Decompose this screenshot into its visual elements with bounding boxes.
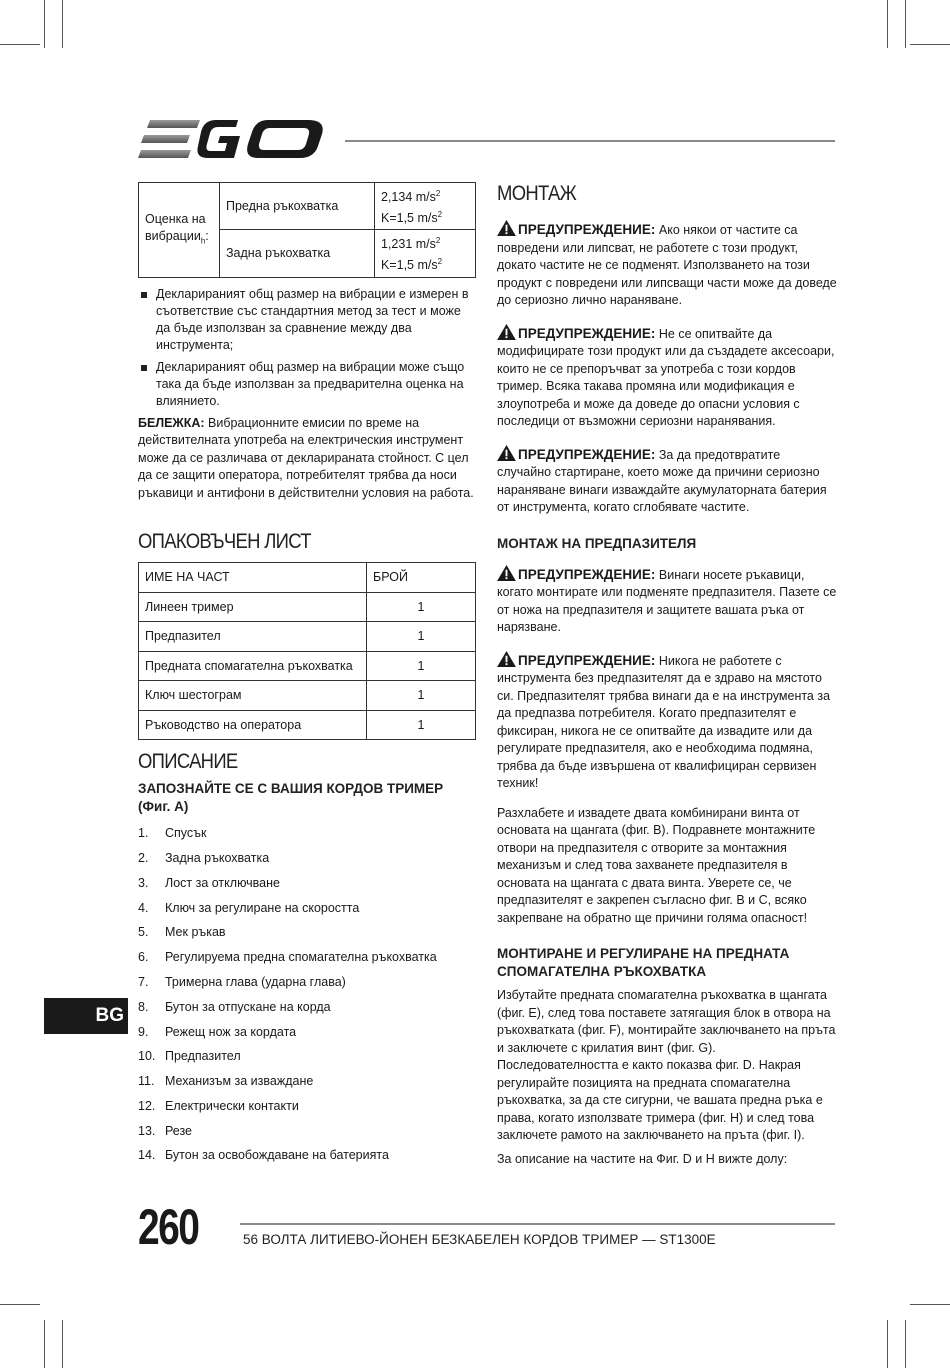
warning-icon: [497, 565, 516, 581]
list-item: 5. Мек ръкав: [138, 925, 226, 940]
header-rule: [345, 140, 835, 142]
bullet-item: Декларираният общ размер на вибрации е измерен в съответствие със стандартния метод за тест и може да бъде използван за сравнение между два инструмента;: [138, 286, 476, 354]
part-name: Предпазител: [139, 622, 367, 652]
crop-mark: [0, 44, 40, 45]
warning-block: ПРЕДУПРЕЖДЕНИЕ: Винаги носете ръкавици, когато монтирате или подменяте предпазителя. Пазете се от ножа на предпазителя и защитете вашата ръка от нарязване.: [497, 566, 837, 634]
guard-paragraph: Разхлабете и извадете двата комбинирани винта от основата на щангата (фиг. B). Подравнете монтажните отвори на предпазителя с отворите за монтажния механизъм и след това захванете предпазителя в основата на щангата с двата винта. Уверете се, че предпазителят е закрепен съгласно фиг. B и C, всяко закрепване на обратно ще причини голяма опасност!: [497, 805, 816, 925]
warning-icon: [497, 445, 516, 461]
vibration-value-rear: 1,231 $m/s^2$ K=1,5 $m/s^2$: [375, 230, 476, 277]
footer-rule: [240, 1223, 835, 1225]
handle-rear: Задна ръкохватка: [220, 230, 375, 277]
list-item: 4. Ключ за регулиране на скоростта: [138, 900, 360, 915]
list-item: 9. Режещ нож за кордата: [138, 1024, 297, 1039]
language-tab: BG: [44, 998, 128, 1034]
warning-block: ПРЕДУПРЕЖДЕНИЕ: Ако някои от частите са повредени или липсват, не работете с този продукт, докато частите не се подменят. Използването на този продукт с повредени или липсващи части може да доведе до сериозно лично нараняване.: [497, 222, 837, 307]
crop-mark: [887, 1320, 888, 1368]
table-row: [139, 651, 476, 681]
crop-mark: [0, 1304, 40, 1305]
warning-icon: [497, 220, 516, 236]
list-item: 14. Бутон за освобождаване на батерията: [138, 1148, 389, 1163]
table-row: [139, 622, 476, 652]
part-name: Ключ шестограм: [139, 681, 367, 711]
description-subtitle: ЗАПОЗНАЙТЕ СЕ С ВАШИЯ КОРДОВ ТРИМЕР (Фиг. A): [138, 781, 444, 815]
packing-title: ОПАКОВЪЧЕН ЛИСТ: [138, 530, 311, 554]
part-qty: 1: [367, 622, 476, 652]
part-qty: 1: [367, 592, 476, 622]
warning-icon: [497, 324, 516, 340]
bullet-item: Декларираният общ размер на вибрации може също така да бъде използван за предварителна оценка на влиянието.: [138, 359, 476, 410]
warning-icon: [497, 651, 516, 667]
packing-header-qty: БРОЙ: [367, 563, 476, 593]
table-row: [139, 592, 476, 622]
part-name: Линеен тример: [139, 592, 367, 622]
list-item: 7. Тримерна глава (ударна глава): [138, 974, 346, 989]
ego-logo: [138, 118, 328, 162]
crop-mark: [910, 44, 950, 45]
list-item: 6. Регулируема предна спомагателна ръкохватка: [138, 950, 437, 965]
crop-mark: [44, 1320, 45, 1368]
vibration-label: Оценка на вибрации$_h$:: [139, 183, 220, 278]
list-item: 1. Спусък: [138, 826, 207, 841]
part-name: Ръководство на оператора: [139, 710, 367, 740]
warning-block: ПРЕДУПРЕЖДЕНИЕ: Не се опитвайте да модифицирате този продукт или да създадете аксесоари, които не се препоръчват за употреба с този кордов тример. Всяка такава промяна или модификация е злоупотреба и може да доведе до опасни условия с последици от възможни сериозни наранявания.: [497, 325, 835, 428]
vibration-value-front: 2,134 $m/s^2$ K=1,5 $m/s^2$: [375, 183, 476, 230]
packing-table: [138, 562, 476, 740]
crop-mark: [905, 1320, 906, 1368]
handle-footnote: За описание на частите на Фиг. D и H вижте долу:: [497, 1151, 788, 1166]
vibration-bullets: [138, 286, 476, 410]
guard-title: МОНТАЖ НА ПРЕДПАЗИТЕЛЯ: [497, 535, 697, 551]
montage-title: МОНТАЖ: [497, 182, 576, 205]
table-row: [139, 681, 476, 711]
list-item: 2. Задна ръкохватка: [138, 850, 270, 865]
parts-list: [138, 826, 476, 1173]
description-title: ОПИСАНИЕ: [138, 750, 238, 774]
part-qty: 1: [367, 651, 476, 681]
list-item: 12. Електрически контакти: [138, 1098, 299, 1113]
part-qty: 1: [367, 681, 476, 711]
packing-header-name: ИМЕ НА ЧАСТ: [139, 563, 367, 593]
list-item: 13. Резе: [138, 1123, 193, 1138]
note-paragraph: БЕЛЕЖКА: Вибрационните емисии по време на действителната употреба на електрическия инструмент може да се различава от декларираната стойност. С цел да се защити оператора, потребителят трябва да носи ръкавици и антифони в действителни условия на работа.: [138, 415, 474, 500]
handle-title: МОНТИРАНЕ И РЕГУЛИРАНЕ НА ПРЕДНАТА СПОМАГАТЕЛНА РЪКОХВАТКА: [497, 946, 790, 979]
crop-mark: [910, 1304, 950, 1305]
warning-block: ПРЕДУПРЕЖДЕНИЕ: Никога не работете с инструмента без предпазителят да е здраво на мястото си. Предпазителят трябва винаги да е на инструмента за да предпазва потребителя. Когато предпазителят е фиксиран, никога не се опитвайте да извадите или да регулирате предпазителя, ако е необходима подмяна, трябва да бъде извършена от квалифициран сервизен техник!: [497, 652, 831, 790]
handle-front: Предна ръкохватка: [220, 183, 375, 230]
crop-mark: [62, 1320, 63, 1368]
right-column: [497, 182, 837, 1168]
part-name: Предната спомагателна ръкохватка: [139, 651, 367, 681]
left-column: [138, 182, 476, 1173]
warning-block: ПРЕДУПРЕЖДЕНИЕ: За да предотвратите случайно стартиране, което може да причини сериозно нараняване винаги изваждайте акумулаторната батерия от инструмента, когато сглобявате частите.: [497, 446, 827, 514]
handle-paragraph: Избутайте предната спомагателна ръкохватка в щангата (фиг. E), след това поставете затягащия блок в отвора на ръкохватката (фиг. F), монтирайте заключването на пръта и заключете с крилатия винт (фиг. G). Последователността е както показва фиг. D. Накрая регулирайте позицията на предната спомагателна ръкохватка, за да сте сигурни, че вашата предна ръка е права, когато използвате тримера (фиг. H) и след това заключете рамото на заключването на пръта (фиг. I).: [497, 988, 836, 1142]
list-item: 11. Механизъм за изваждане: [138, 1074, 314, 1089]
crop-mark: [62, 0, 63, 48]
page-number: 260: [138, 1199, 199, 1255]
crop-mark: [905, 0, 906, 48]
crop-mark: [887, 0, 888, 48]
footer-title: 56 ВОЛТА ЛИТИЕВО-ЙОНЕН БЕЗКАБЕЛЕН КОРДОВ ТРИМЕР — ST1300E: [243, 1232, 716, 1247]
list-item: 10. Предпазител: [138, 1049, 241, 1064]
crop-mark: [44, 0, 45, 48]
part-qty: 1: [367, 710, 476, 740]
list-item: 3. Лост за отключване: [138, 875, 280, 890]
list-item: 8. Бутон за отпускане на корда: [138, 999, 331, 1014]
table-row: [139, 710, 476, 740]
vibration-table: [138, 182, 476, 278]
